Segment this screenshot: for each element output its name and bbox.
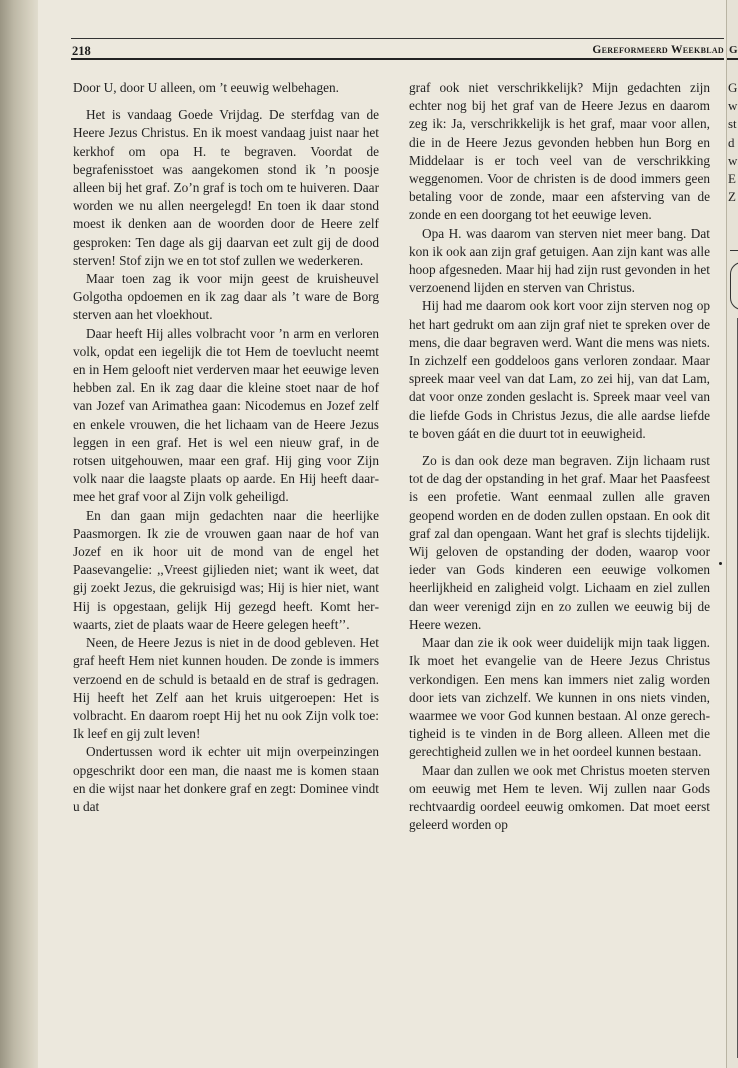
next-page-line: d: [728, 134, 735, 150]
margin-mark: [719, 562, 722, 565]
paragraph: Hij had me daarom ook kort voor zijn sterven nog op het hart gedrukt om aan zijn graf niet te spreken over de mens, die daar begraven werd. Want die mens was niets. In zichzelf een goddeloos gans verloren zondaar. Maar spreek maar veel van dat Lam, zo zei hij, van dat Lam, dat voor onze zonden geslacht is. Spreek maar veel van die liefde Gods in Christus Jezus, die alle aardse liefde te boven gáát en die duurt tot in eeuwigheid.: [409, 298, 710, 441]
next-page-box-rule: [730, 250, 738, 251]
next-page-line: w: [728, 98, 738, 114]
paragraph: Daar heeft Hij alles volbracht voor ’n arm en verloren volk, opdat een iegelijk die tot Hem de toevlucht neemt en in Hem gelooft niet verderven maar het eeuwige leven hebben zal. En ik zag daar die kleine stoet naar de hof van Jozef van Arimathea gaan: Nicodemus en Jozef zelf en enkele vrouwen, die het lichaam van de Heere Jezus leggen in een graf. Het is wel een nieuw graf, in de rotsen uitgehouwen, maar een graf. Hij ging voor Zijn volk naar die laagste plaats op aarde. En Hij heeft daarmee het graf voor al Zijn volk geheiligd.: [73, 325, 379, 505]
next-page-line: Z: [728, 189, 736, 205]
paragraph: Maar dan zullen we ook met Christus moeten sterven om eeuwig met Hem te leven. Wij zullen naar Gods rechtvaardig oordeel eeuwig omkomen. Dat moet eerst geleerd worden op: [409, 762, 710, 833]
left-column: [73, 79, 379, 816]
right-column: [409, 79, 710, 834]
paragraph: Maar dan zie ik ook weer duidelijk mijn taak liggen. Ik moet het evangelie van de Heere Jezus Christus verkondigen. Een mens kan immers niet zalig worden door iets van zichzelf. We kunnen in ons niets vinden, waarmee we voor God kunnen bestaan. Al onze gerechtigheid is te vinden in de Borg alleen. Alleen met die gerechtigheid zullen we in het oordeel kunnen bestaan.: [409, 635, 710, 760]
next-page-box-corner: [730, 262, 738, 310]
paragraph: graf ook niet verschrikkelijk? Mijn gedachten zijn echter nog bij het graf van de Heere Jezus en daarom zeg ik: Ja, verschrikkelijk is het graf, maar voor allen, die in de Heere Jezus gevonden hebben hun Borg en Middelaar is er toch veel van de verschrikking weggenomen. Voor de christen is de dood immers geen betaling voor de zonde, maar een afsterving van de zonde en een doorgang tot het eeuwige leven.: [409, 80, 710, 223]
paragraph: Opa H. was daarom van sterven niet meer bang. Dat kon ik ook aan zijn graf getuigen. Aan zijn kant was alle hoop afgesneden. Maar hij had zijn rust gevonden in het verzoenend lijden en sterven van Christus.: [409, 225, 710, 296]
running-head: Gereformeerd Weekblad: [592, 44, 724, 56]
header-rule: [71, 58, 724, 60]
paragraph: Maar toen zag ik voor mijn geest de kruisheuvel Golgotha opdoemen en ik zag daar als ’t ware de Borg sterven aan het vloekhout.: [73, 271, 379, 323]
next-page-running-head: G: [729, 44, 738, 56]
next-page-line: st: [728, 116, 737, 132]
book-spine-shadow: [0, 0, 40, 1068]
paragraph: Neen, de Heere Jezus is niet in de dood gebleven. Het graf heeft Hem niet kunnen houden. De zonde is immers verzoend en de schuld is betaald en de straf is gedragen. Hij heeft het Zelf aan het kruis uitgeroepen: Het is volbracht. En daarom roept Hij het nu ook Zijn volk toe: Ik leef en gij zult leven!: [73, 635, 379, 742]
paragraph: Het is vandaag Goede Vrijdag. De sterfdag van de Heere Jezus Christus. En ik moest vandaag juist naar het kerkhof om opa H. te begraven. Voordat de begrafenisstoet was aangekomen stond ik ’n poosje alleen bij het graf. Zo’n graf is toch om te huiveren. Daar worden we nu allen neergelegd! En toen ik daar stond moest ik denken aan de woorden door de Heere zelf gesproken: Ten dage als gij daarvan eet zult gij de dood sterven! Stof zijn we en tot stof zullen we wederkeren.: [73, 107, 379, 268]
next-page-text-fragment: [728, 79, 737, 206]
next-page-header-rule: [727, 58, 738, 60]
paragraph: Door U, door U alleen, om ’t eeuwig welbehagen.: [73, 80, 339, 95]
next-page-line: w: [728, 152, 738, 168]
page-number: 218: [72, 44, 91, 58]
paragraph: Zo is dan ook deze man begraven. Zijn lichaam rust tot de dag der opstanding in het graf. Maar het Paasfeest is een profetie. Want eenmaal zullen alle graven geopend worden en de doden zullen opstaan. En ook dit graf zal dan opengaan. Want het graf is slechts tijdelijk. Wij geloven de opstanding der doden, waarop voor ieder van Gods kinderen een eeuwige volkomen heerlijkheid en zaligheid volgt. Lichaam en ziel zullen dan weer verenigd zijn en zo zullen we eeuwig bij de Heere wezen.: [409, 453, 710, 632]
paragraph: Ondertussen word ik echter uit mijn overpeinzingen opgeschrikt door een man, die naast me is komen staan en die wijst naar het donkere graf en zegt: Dominee vindt u dat: [73, 744, 379, 814]
next-page-line: E: [728, 170, 736, 186]
top-rule: [71, 38, 724, 39]
paragraph: En dan gaan mijn gedachten naar die heerlijke Paasmorgen. Ik zie de vrouwen gaan naar de hof van Jozef en ik hoor uit de mond van de engel het Paasevangelie: ,,Vreest gijlieden niet; want ik weet, dat gij zoekt Jezus, die gekruisigd was; Hij is hier niet, want Hij is opgestaan, gelijk Hij gezegd heeft. Komt herwaarts, ziet de plaats waar de Heere gelegen heeft’’.: [73, 507, 379, 632]
next-page-line: G: [728, 80, 738, 95]
